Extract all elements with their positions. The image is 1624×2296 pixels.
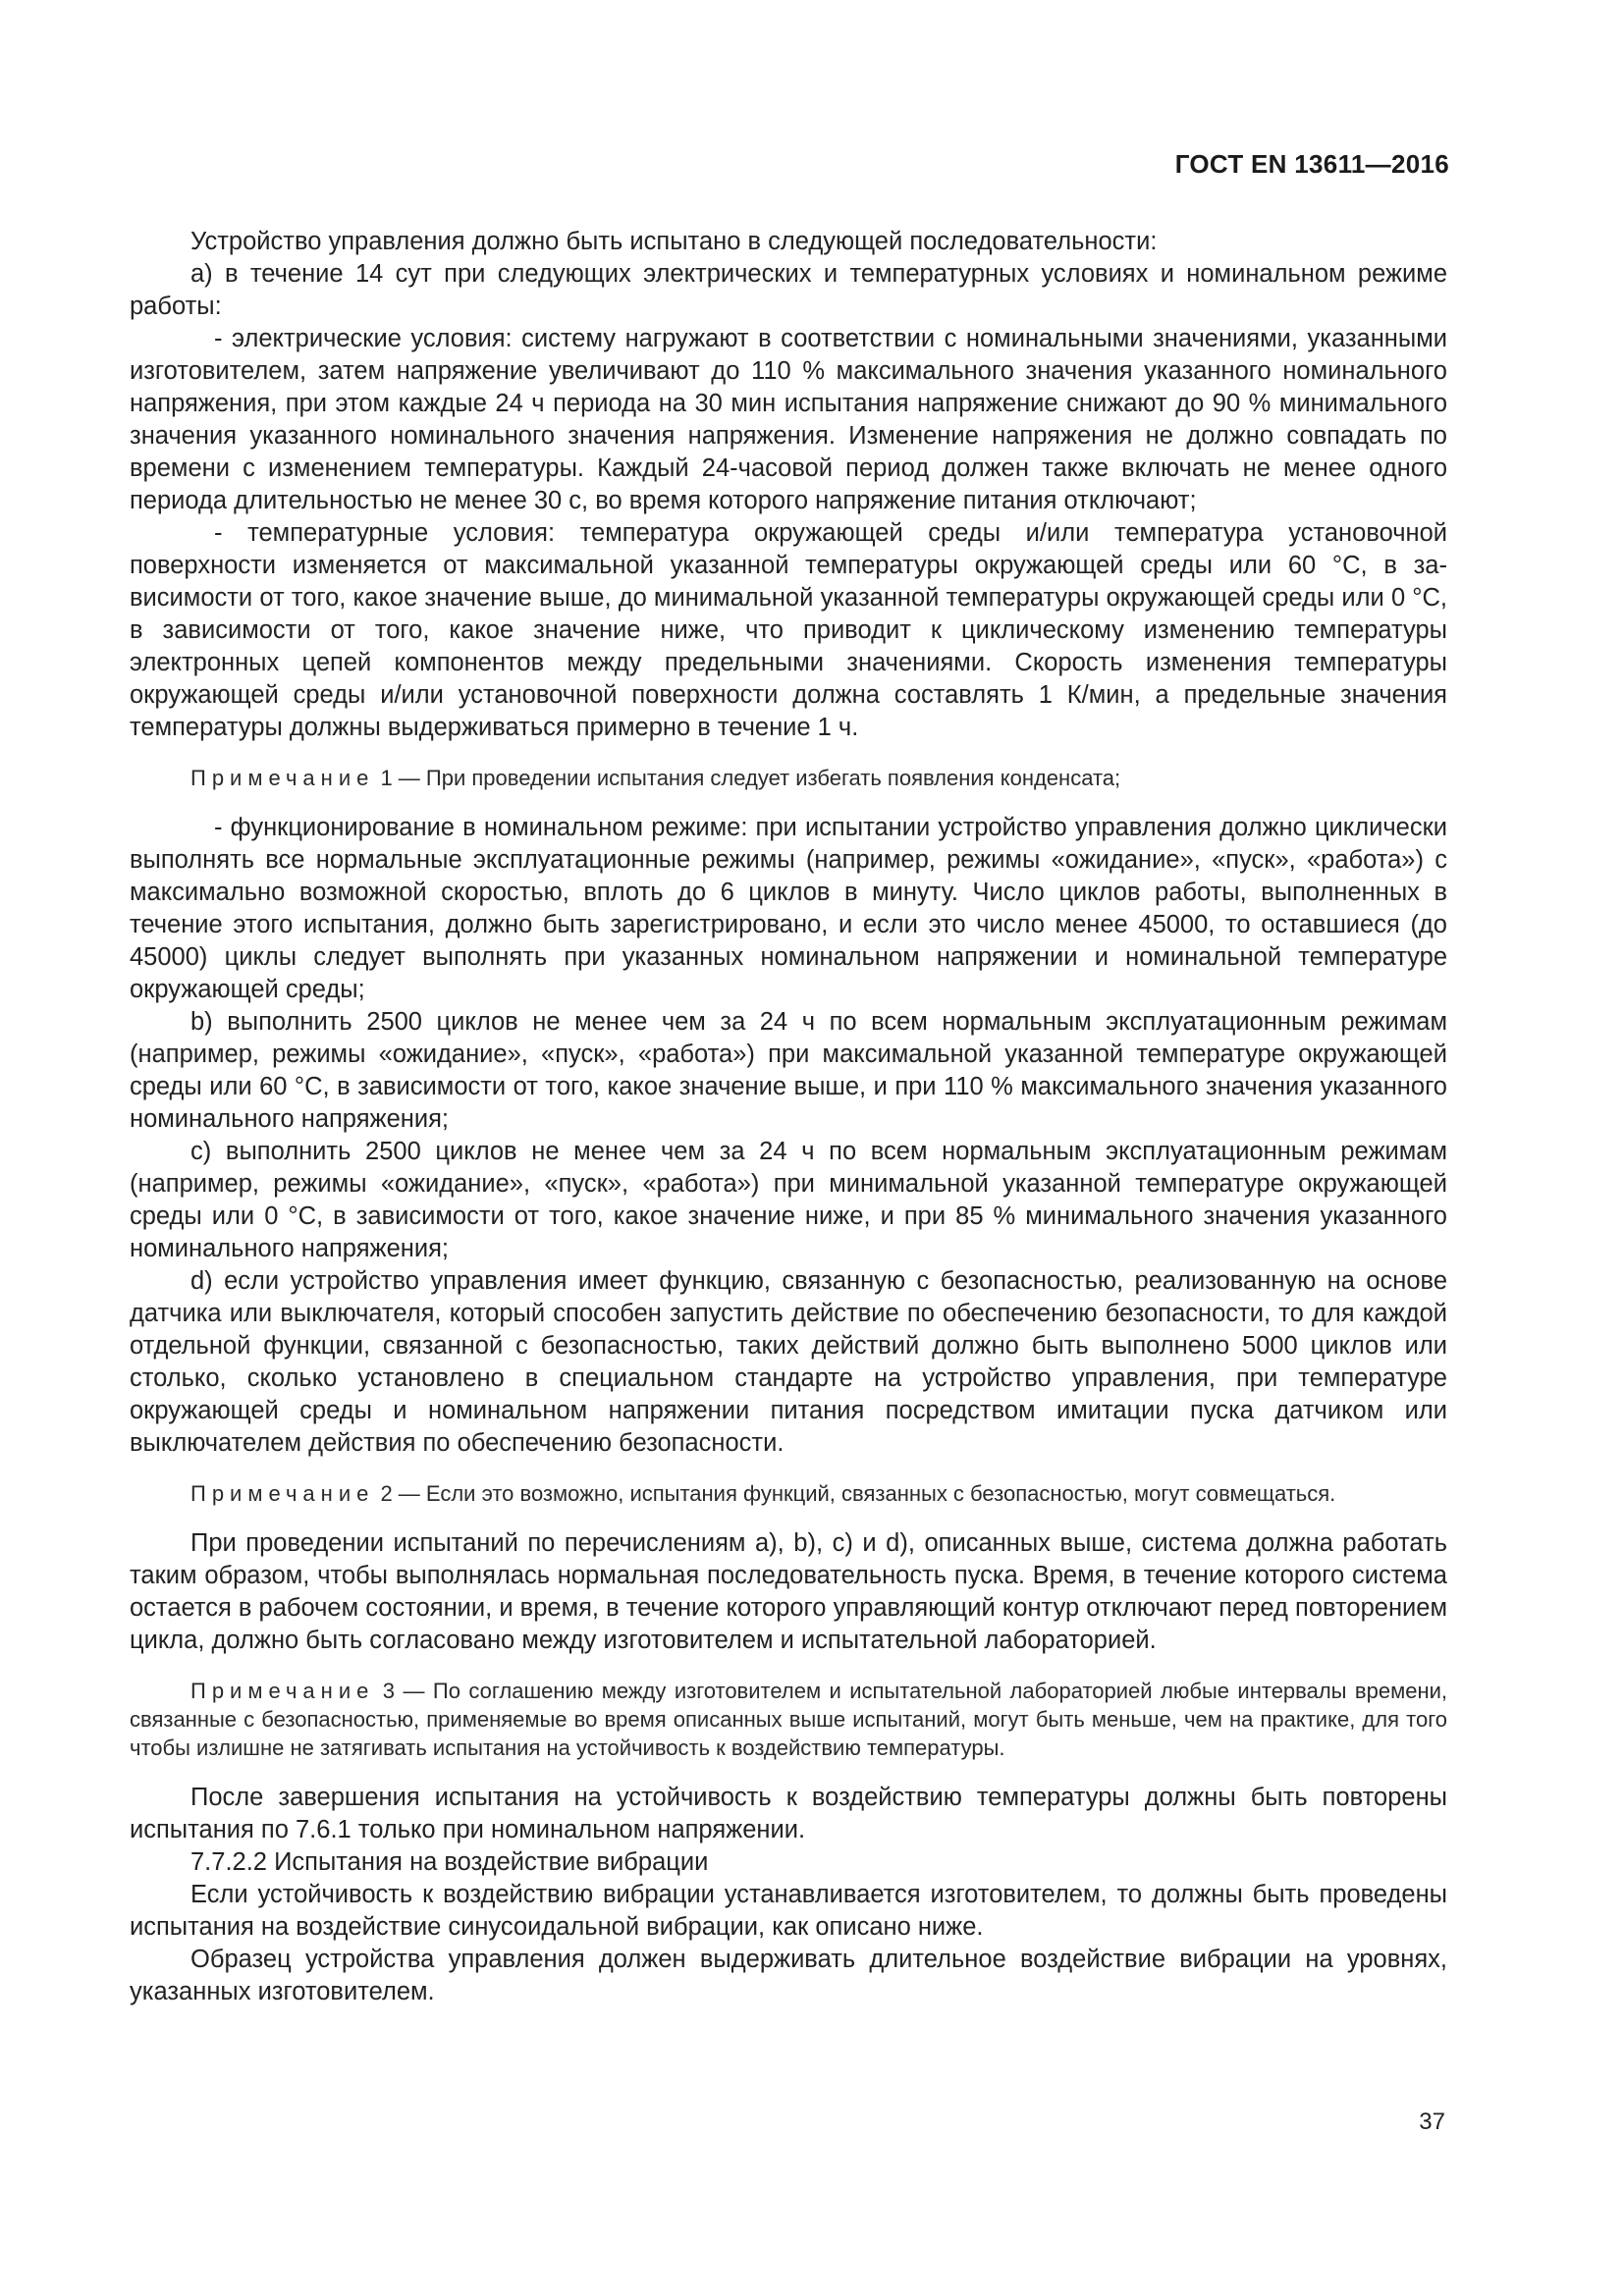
paragraph-electrical-conditions: - электрические условия: систему нагружают в соответствии с номинальными значениями, указанными изготовителем, затем напряжение увеличивают до 110 % максимального значения указанного номинального напряжения, при этом каждые 24 ч периода на 30 мин испытания напряжение снижают до 90 % минимального значения указанного номинального значения напряжения. Изменение напряжения не должно совпадать по времени с изменением температуры. Каждый 24-часовой период должен также включать не менее одного периода длительностью не менее 30 с, во время которого напряжение питания отключают; — [130, 325, 1447, 514]
paragraph-intro: Устройство управления должно быть испытано в следующей последовательности: — [190, 228, 1158, 255]
note-text: 2 — Если это возможно, испытания функций, связанных с безопасностью, могут совмещаться. — [374, 1481, 1336, 1506]
paragraph-vibration-intro: Если устойчивость к воздействию вибрации устанавливается изготовителем, то должны быть проведены испытания на воздействие синусоидальной вибрации, как описано ниже. — [130, 1881, 1447, 1941]
paragraph-after-test: После завершения испытания на устойчивость к воздействию температуры должны быть повторены испытания по 7.6.1 только при номинальном напряжении. — [130, 1784, 1447, 1843]
paragraph-item-a: а) в течение 14 сут при следующих электрических и температурных условиях и номинальном режиме работы: — [130, 260, 1447, 320]
paragraph-item-c: c) выполнить 2500 циклов не менее чем за 24 ч по всем нормальным эксплуатационным режимам (например, режимы «ожидание», «пуск», «работа») при минимальной указанной температуре окружающей среды или 0 °С, в зависимости от того, какое значение ниже, и при 85 % минимального значения указанного номинального напряжения; — [130, 1138, 1447, 1262]
note-label: Примечание — [190, 766, 375, 790]
note-label: Примечание — [190, 1481, 375, 1506]
document-body — [130, 226, 1447, 2008]
note-label: Примечание — [190, 1679, 375, 1703]
note-1 — [130, 764, 1447, 792]
paragraph-item-d: d) если устройство управления имеет функцию, связанную с безопасностью, реализованную на основе датчика или выключателя, который способен запустить действие по обеспечению безопасности, то для каждой отдельной функции, связанной с безопасностью, таких действий должно быть выполнено 5000 циклов или столько, сколько установлено в специальном стандарте на устройство управления, при температуре окружающей среды и номинальном напряжении питания посредством имитации пуска датчиком или выключателем действия по обеспечению безопасности. — [130, 1267, 1447, 1457]
paragraph-nominal-operation: - функционирование в номинальном режиме: при испытании устройство управления должно циклически выполнять все нормальные эксплуатационные режимы (например, режимы «ожидание», «пуск», «работа») с максимально возможной скоростью, вплоть до 6 циклов в минуту. Число циклов работы, выполненных в течение этого испытания, должно быть зарегистрировано, и если это число менее 45000, то оставшиеся (до 45000) циклы следует выполнять при указанных номинальном напряжении и номинальной температуре окружающей среды; — [130, 814, 1447, 1003]
note-2 — [130, 1479, 1447, 1508]
section-heading-7-7-2-2: 7.7.2.2 Испытания на воздействие вибрации — [190, 1848, 709, 1876]
paragraph-vibration-sample: Образец устройства управления должен выдерживать длительное воздействие вибрации на уровнях, указанных изготовителем. — [130, 1946, 1447, 2005]
note-3 — [130, 1677, 1447, 1762]
document-header: ГОСТ EN 13611—2016 — [1174, 149, 1449, 179]
paragraph-temperature-conditions: - температурные условия: температура окружающей среды и/или температура установочной поверхности изменяется от максимальной указанной температуры окружающей среды или 60 °С, в зависимости от того, какое значение выше, до минимальной указанной температуры окружающей среды или 0 °С, в зависимости от того, какое значение ниже, что приводит к циклическому изменению температуры электронных цепей компонентов между предельными значениями. Скорость изменения температуры окружающей среды и/или установочной поверхности должна составлять 1 К/мин, а предельные значения температуры должны выдерживаться примерно в течение 1 ч. — [130, 519, 1447, 741]
note-text: 3 — По соглашению между изготовителем и испытательной лабораторией любые интервалы времени, связанные с безопасностью, применяемые во время описанных выше испытаний, могут быть меньше, чем на практике, для того чтобы излишне не затягивать испытания на устойчивость к воздействию температуры. — [130, 1679, 1447, 1760]
page-number: 37 — [1419, 2109, 1445, 2135]
paragraph-item-b: b) выполнить 2500 циклов не менее чем за 24 ч по всем нормальным эксплуатационным режимам (например, режимы «ожидание», «пуск», «работа») при максимальной указанной температуре окружающей среды или 60 °С, в зависимости от того, какое значение выше, и при 110 % максимального значения указанного номинального напряжения; — [130, 1008, 1447, 1133]
note-text: 1 — При проведении испытания следует избегать появления конденсата; — [374, 766, 1121, 790]
paragraph-test-sequence: При проведении испытаний по перечислениям а), b), c) и d), описанных выше, система должна работать таким образом, чтобы выполнялась нормальная последовательность пуска. Время, в течение которого система остается в рабочем состоянии, и время, в течение которого управляющий контур отключают перед повторением цикла, должно быть согласовано между изготовителем и испытательной лабораторией. — [130, 1529, 1447, 1654]
